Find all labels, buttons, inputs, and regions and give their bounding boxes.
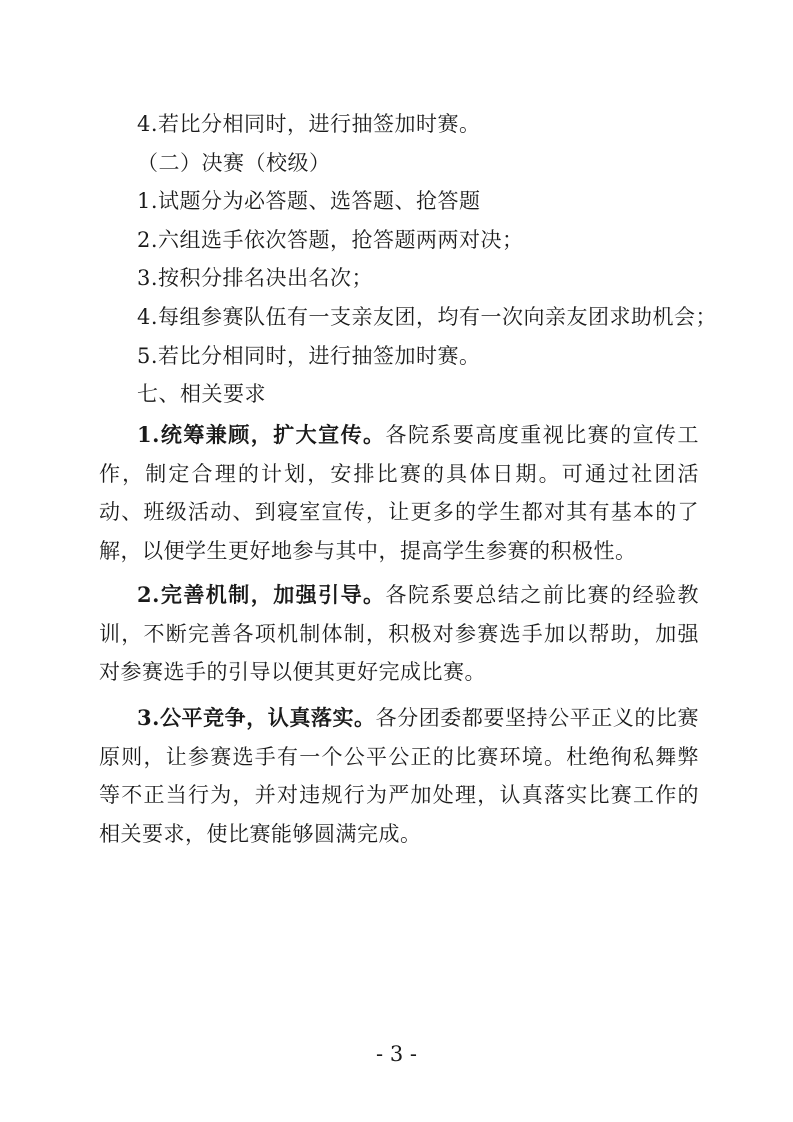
requirement-title: 3.公平竞争，认真落实。 xyxy=(137,705,376,730)
rule-line-question-types: 1.试题分为必答题、选答题、抢答题 xyxy=(137,189,481,213)
requirement-title: 2.完善机制，加强引导。 xyxy=(137,582,386,607)
rule-line-ranking: 3.按积分排名决出名次； xyxy=(137,266,374,290)
requirement-paragraph-1 xyxy=(99,416,699,570)
rule-line-tiebreak: 4.若比分相同时，进行抽签加时赛。 xyxy=(137,112,481,136)
rule-line-final-tiebreak: 5.若比分相同时，进行抽签加时赛。 xyxy=(137,344,481,368)
requirement-body: 各院系要高度重视比赛的宣传工作，制定合理的计划，安排比赛的具体日期。可通过社团活动、班级活动、到寝室宣传，让更多的学生都对其有基本的了解，以便学生更好地参与其中，提高学生参赛的积极性。 xyxy=(99,423,699,563)
requirement-paragraph-3 xyxy=(99,699,699,853)
requirement-body: 各分团委都要坚持公平正义的比赛原则，让参赛选手有一个公平公正的比赛环境。杜绝徇私舞弊等不正当行为，并对违规行为严加处理，认真落实比赛工作的相关要求，使比赛能够圆满完成。 xyxy=(99,706,699,846)
rule-line-support-group: 4.每组参赛队伍有一支亲友团，均有一次向亲友团求助机会； xyxy=(137,305,718,329)
requirement-body: 各院系要总结之前比赛的经验教训，不断完善各项机制体制，积极对参赛选手加以帮助，加强对参赛选手的引导以便其更好完成比赛。 xyxy=(99,583,699,684)
subheading-final: （二）决赛（校级） xyxy=(137,151,331,175)
requirement-paragraph-2 xyxy=(99,576,699,692)
rule-line-answer-order: 2.六组选手依次答题，抢答题两两对决； xyxy=(137,228,524,252)
section-heading: 七、相关要求 xyxy=(137,382,266,406)
page-number: - 3 - xyxy=(376,1042,417,1066)
requirement-title: 1.统筹兼顾，扩大宣传。 xyxy=(137,422,386,447)
